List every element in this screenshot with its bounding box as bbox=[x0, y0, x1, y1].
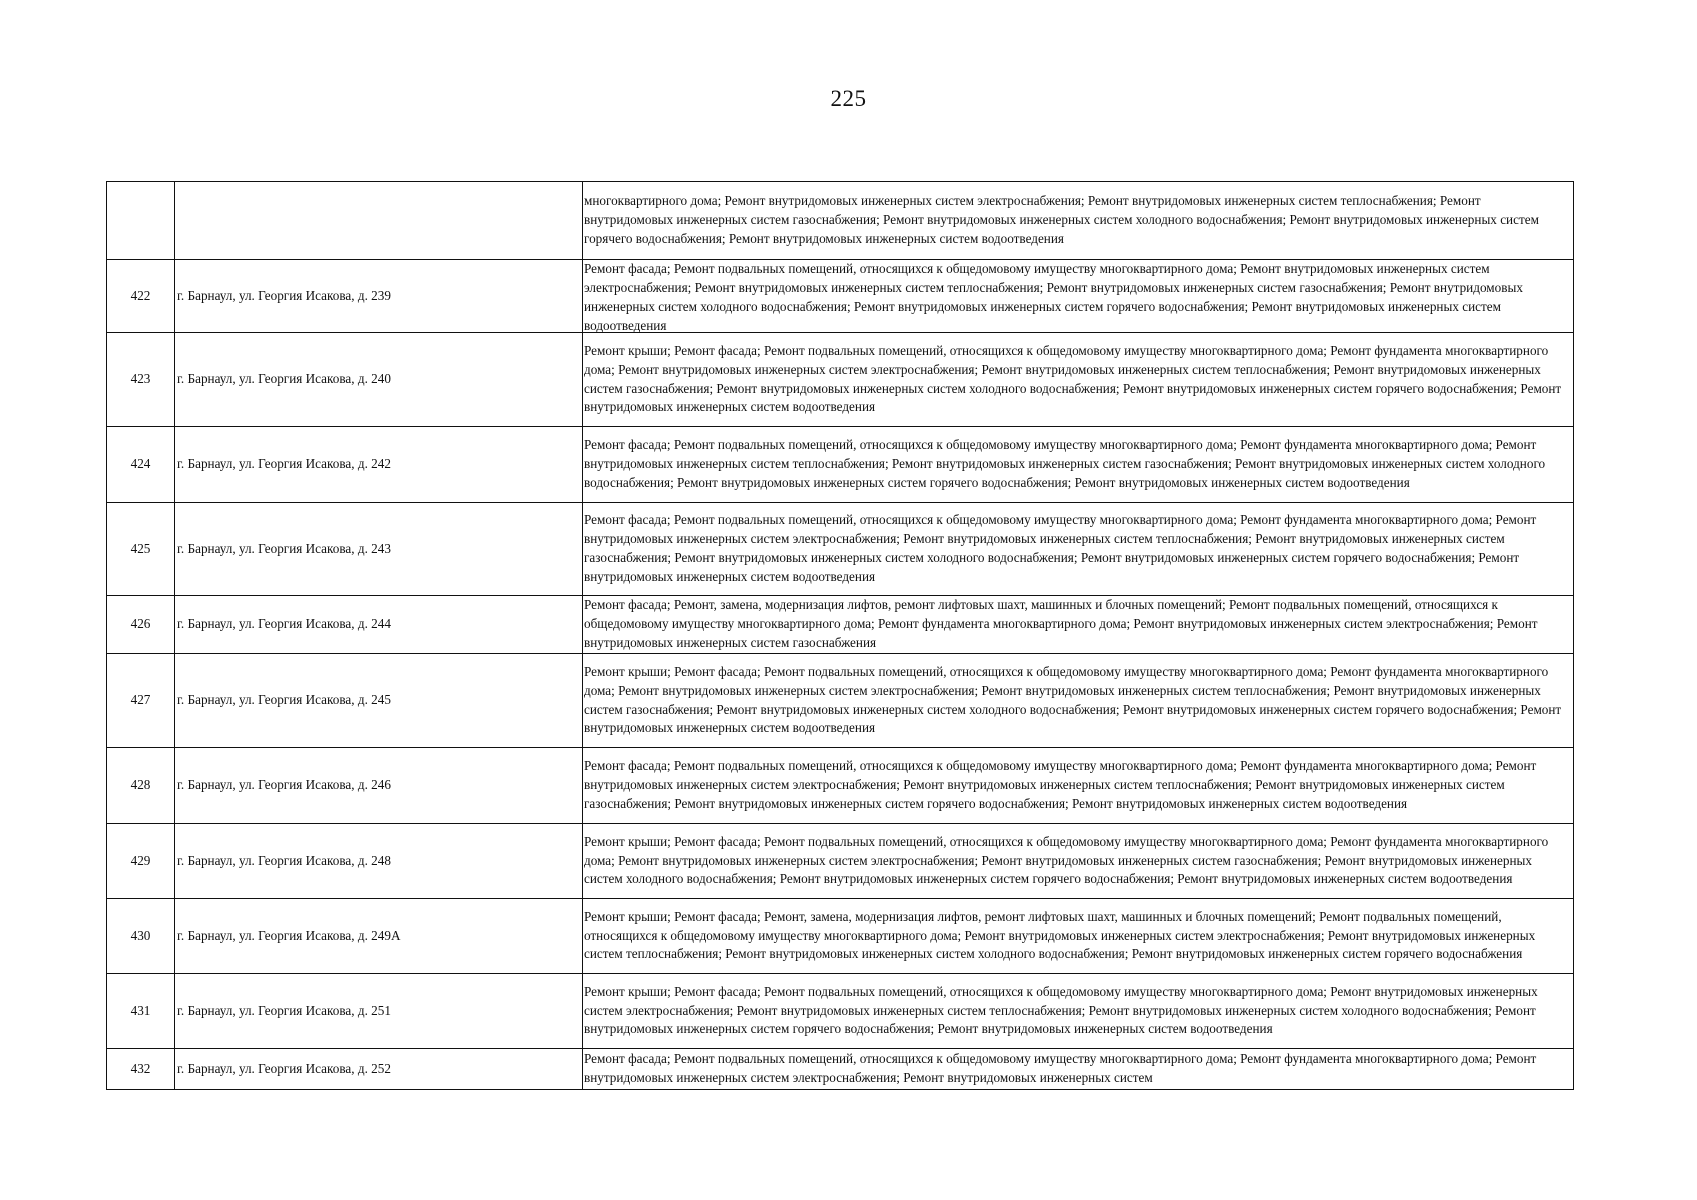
works-text: Ремонт крыши; Ремонт фасада; Ремонт подвальных помещений, относящихся к общедомовому имуществу многоквартирного дома; Ремонт фундамента многоквартирного дома; Ремонт внутридомовых инженерных систем электроснабжения; Ремонт внутридомовых инженерных систем теплоснабжения; Ремонт внутридомовых инженерных систем газоснабжения; Ремонт внутридомовых инженерных систем холодного водоснабжения; Ремонт внутридомовых инженерных систем горячего водоснабжения; Ремонт внутридомовых инженерных систем водоотведения bbox=[584, 342, 1562, 415]
works-text: Ремонт фасада; Ремонт подвальных помещений, относящихся к общедомовому имуществу многоквартирного дома; Ремонт фундамента многоквартирного дома; Ремонт внутридомовых инженерных систем электроснабжения; Ремонт внутридомовых инженерных систем теплоснабжения; Ремонт внутридомовых инженерных систем газоснабжения; Ремонт внутридомовых инженерных систем холодного водоснабжения; Ремонт внутридомовых инженерных систем горячего водоснабжения; Ремонт внутридомовых инженерных систем водоотведения bbox=[584, 512, 1537, 584]
table-row bbox=[107, 824, 1574, 899]
address-cell: г. Барнаул, ул. Георгия Исакова, д. 242 bbox=[175, 427, 583, 503]
row-number-cell: 429 bbox=[107, 824, 175, 899]
row-number-cell: 432 bbox=[107, 1049, 175, 1090]
works-text: многоквартирного дома; Ремонт внутридомовых инженерных систем электроснабжения; Ремонт внутридомовых инженерных систем теплоснабжения; Ремонт внутридомовых инженерных систем газоснабжения; Ремонт внутридомовых инженерных систем холодного водоснабжения; Ремонт внутридомовых инженерных систем горячего водоснабжения; Ремонт внутридомовых инженерных систем водоотведения bbox=[584, 193, 1539, 246]
works-text: Ремонт фасада; Ремонт подвальных помещений, относящихся к общедомовому имуществу многоквартирного дома; Ремонт фундамента многоквартирного дома; Ремонт внутридомовых инженерных систем теплоснабжения; Ремонт внутридомовых инженерных систем газоснабжения; Ремонт внутридомовых инженерных систем холодного водоснабжения; Ремонт внутридомовых инженерных систем горячего водоснабжения; Ремонт внутридомовых инженерных систем водоотведения bbox=[584, 437, 1546, 490]
works-cell bbox=[583, 899, 1574, 974]
row-number-cell: 423 bbox=[107, 333, 175, 427]
row-number-cell: 426 bbox=[107, 596, 175, 654]
works-cell bbox=[583, 596, 1574, 654]
table-row bbox=[107, 899, 1574, 974]
address-cell: г. Барнаул, ул. Георгия Исакова, д. 239 bbox=[175, 260, 583, 333]
row-number-cell: 428 bbox=[107, 748, 175, 824]
row-number-cell: 424 bbox=[107, 427, 175, 503]
works-cell bbox=[583, 427, 1574, 503]
works-cell bbox=[583, 654, 1574, 748]
table-row bbox=[107, 503, 1574, 596]
row-number-cell: 425 bbox=[107, 503, 175, 596]
row-number-cell bbox=[107, 182, 175, 260]
works-text: Ремонт крыши; Ремонт фасада; Ремонт, замена, модернизация лифтов, ремонт лифтовых шахт, машинных и блочных помещений; Ремонт подвальных помещений, относящихся к общедомовому имуществу многоквартирного дома; Ремонт внутридомовых инженерных систем электроснабжения; Ремонт внутридомовых инженерных систем теплоснабжения; Ремонт внутридомовых инженерных систем холодного водоснабжения; Ремонт внутридомовых инженерных систем горячего водоснабжения bbox=[584, 908, 1536, 962]
works-text: Ремонт фасада; Ремонт подвальных помещений, относящихся к общедомовому имуществу многоквартирного дома; Ремонт внутридомовых инженерных систем электроснабжения; Ремонт внутридомовых инженерных систем теплоснабжения; Ремонт внутридомовых инженерных систем газоснабжения; Ремонт внутридомовых инженерных систем холодного водоснабжения; Ремонт внутридомовых инженерных систем горячего водоснабжения; Ремонт внутридомовых инженерных систем водоотведения bbox=[584, 261, 1523, 332]
table-row bbox=[107, 654, 1574, 748]
works-cell bbox=[583, 503, 1574, 596]
works-cell bbox=[583, 1049, 1574, 1090]
address-cell: г. Барнаул, ул. Георгия Исакова, д. 244 bbox=[175, 596, 583, 654]
repair-registry-table bbox=[106, 181, 1574, 1090]
table-row bbox=[107, 333, 1574, 427]
works-cell bbox=[583, 182, 1574, 260]
address-cell: г. Барнаул, ул. Георгия Исакова, д. 252 bbox=[175, 1049, 583, 1090]
works-cell bbox=[583, 260, 1574, 333]
works-cell bbox=[583, 748, 1574, 824]
works-text: Ремонт фасада; Ремонт подвальных помещений, относящихся к общедомовому имуществу многоквартирного дома; Ремонт фундамента многоквартирного дома; Ремонт внутридомовых инженерных систем электроснабжения; Ремонт внутридомовых инженерных систем bbox=[584, 1051, 1537, 1085]
address-cell: г. Барнаул, ул. Георгия Исакова, д. 246 bbox=[175, 748, 583, 824]
row-number-cell: 430 bbox=[107, 899, 175, 974]
table-row bbox=[107, 427, 1574, 503]
works-text: Ремонт фасада; Ремонт подвальных помещений, относящихся к общедомовому имуществу многоквартирного дома; Ремонт фундамента многоквартирного дома; Ремонт внутридомовых инженерных систем электроснабжения; Ремонт внутридомовых инженерных систем теплоснабжения; Ремонт внутридомовых инженерных систем газоснабжения; Ремонт внутридомовых инженерных систем горячего водоснабжения; Ремонт внутридомовых инженерных систем водоотведения bbox=[584, 758, 1537, 811]
address-cell: г. Барнаул, ул. Георгия Исакова, д. 248 bbox=[175, 824, 583, 899]
works-cell bbox=[583, 824, 1574, 899]
row-number-cell: 422 bbox=[107, 260, 175, 333]
table-row bbox=[107, 748, 1574, 824]
address-cell: г. Барнаул, ул. Георгия Исакова, д. 245 bbox=[175, 654, 583, 748]
table-row bbox=[107, 1049, 1574, 1090]
address-cell bbox=[175, 182, 583, 260]
works-cell bbox=[583, 974, 1574, 1049]
table-row bbox=[107, 974, 1574, 1049]
works-text: Ремонт фасада; Ремонт, замена, модернизация лифтов, ремонт лифтовых шахт, машинных и блочных помещений; Ремонт подвальных помещений, относящихся к общедомовому имуществу многоквартирного дома; Ремонт фундамента многоквартирного дома; Ремонт внутридомовых инженерных систем электроснабжения; Ремонт внутридомовых инженерных систем газоснабжения bbox=[584, 597, 1538, 650]
address-cell: г. Барнаул, ул. Георгия Исакова, д. 249А bbox=[175, 899, 583, 974]
works-text: Ремонт крыши; Ремонт фасада; Ремонт подвальных помещений, относящихся к общедомовому имуществу многоквартирного дома; Ремонт фундамента многоквартирного дома; Ремонт внутридомовых инженерных систем электроснабжения; Ремонт внутридомовых инженерных систем газоснабжения; Ремонт внутридомовых инженерных систем холодного водоснабжения; Ремонт внутридомовых инженерных систем горячего водоснабжения; Ремонт внутридомовых инженерных систем водоотведения bbox=[584, 833, 1549, 887]
works-text: Ремонт крыши; Ремонт фасада; Ремонт подвальных помещений, относящихся к общедомовому имуществу многоквартирного дома; Ремонт фундамента многоквартирного дома; Ремонт внутридомовых инженерных систем электроснабжения; Ремонт внутридомовых инженерных систем теплоснабжения; Ремонт внутридомовых инженерных систем газоснабжения; Ремонт внутридомовых инженерных систем холодного водоснабжения; Ремонт внутридомовых инженерных систем горячего водоснабжения; Ремонт внутридомовых инженерных систем водоотведения bbox=[584, 663, 1562, 736]
table-row bbox=[107, 260, 1574, 333]
row-number-cell: 427 bbox=[107, 654, 175, 748]
address-cell: г. Барнаул, ул. Георгия Исакова, д. 251 bbox=[175, 974, 583, 1049]
address-cell: г. Барнаул, ул. Георгия Исакова, д. 240 bbox=[175, 333, 583, 427]
row-number-cell: 431 bbox=[107, 974, 175, 1049]
table-row bbox=[107, 182, 1574, 260]
page-number: 225 bbox=[830, 86, 867, 111]
works-cell bbox=[583, 333, 1574, 427]
address-cell: г. Барнаул, ул. Георгия Исакова, д. 243 bbox=[175, 503, 583, 596]
works-text: Ремонт крыши; Ремонт фасада; Ремонт подвальных помещений, относящихся к общедомовому имуществу многоквартирного дома; Ремонт внутридомовых инженерных систем электроснабжения; Ремонт внутридомовых инженерных систем теплоснабжения; Ремонт внутридомовых инженерных систем холодного водоснабжения; Ремонт внутридомовых инженерных систем горячего водоснабжения; Ремонт внутридомовых инженерных систем водоотведения bbox=[584, 983, 1538, 1037]
table-row bbox=[107, 596, 1574, 654]
